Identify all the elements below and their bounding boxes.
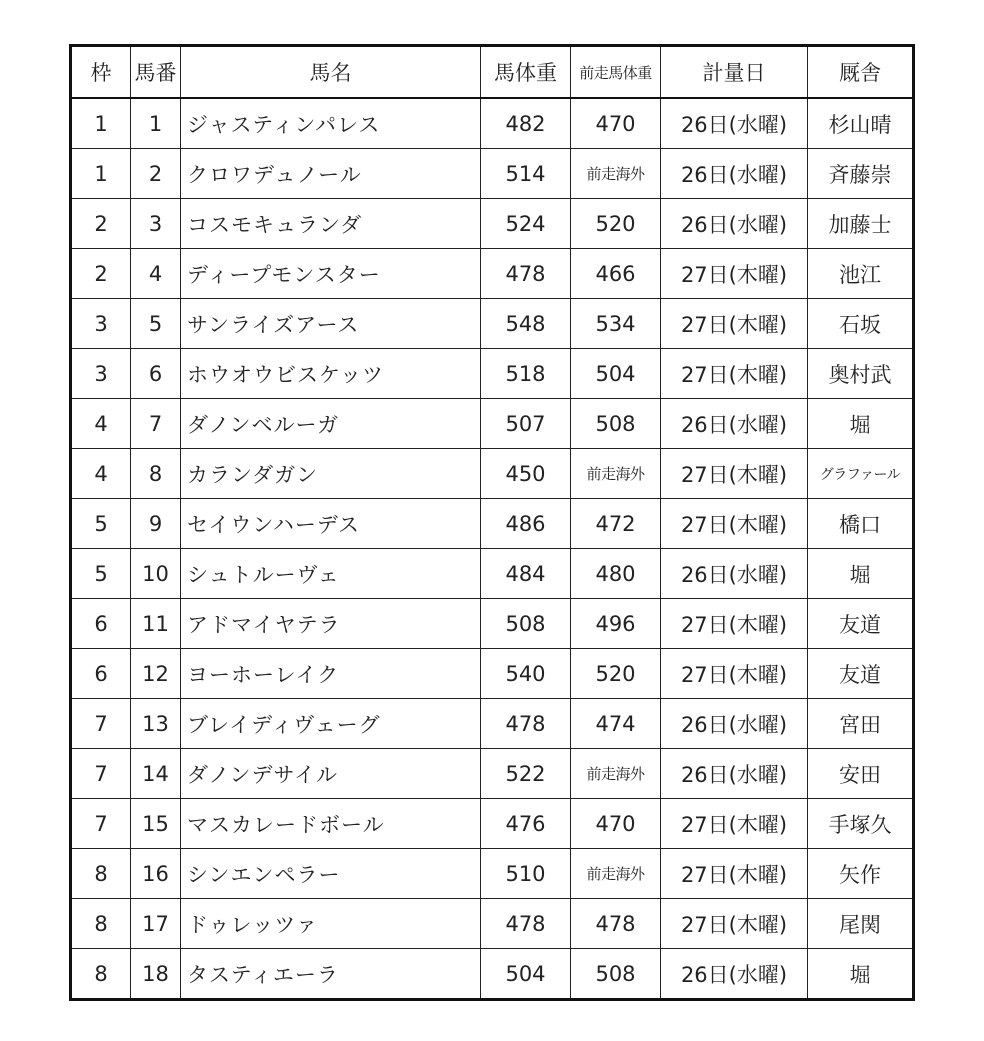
cell-umaban: 14	[131, 749, 181, 799]
cell-weigh-day: 27日(木曜)	[661, 299, 808, 349]
cell-weight: 478	[481, 249, 571, 299]
cell-weigh-day: 26日(水曜)	[661, 399, 808, 449]
table-row	[71, 849, 914, 899]
cell-prev-weight: 前走海外	[571, 849, 661, 899]
cell-horse-name: タスティエーラ	[181, 949, 481, 1000]
cell-horse-name: ドゥレッツァ	[181, 899, 481, 949]
cell-weigh-day: 26日(水曜)	[661, 699, 808, 749]
cell-waku: 7	[71, 699, 131, 749]
cell-stable: 橋口	[808, 499, 914, 549]
cell-weigh-day: 26日(水曜)	[661, 98, 808, 149]
cell-waku: 5	[71, 549, 131, 599]
cell-umaban: 1	[131, 98, 181, 149]
cell-horse-name: クロワデュノール	[181, 149, 481, 199]
cell-stable: 尾関	[808, 899, 914, 949]
cell-weight: 540	[481, 649, 571, 699]
cell-prev-weight: 508	[571, 399, 661, 449]
table-row	[71, 649, 914, 699]
cell-umaban: 8	[131, 449, 181, 499]
cell-waku: 2	[71, 199, 131, 249]
cell-waku: 7	[71, 799, 131, 849]
cell-weigh-day: 27日(木曜)	[661, 799, 808, 849]
cell-weight: 486	[481, 499, 571, 549]
table-row	[71, 349, 914, 399]
cell-prev-weight: 520	[571, 649, 661, 699]
cell-weight: 482	[481, 98, 571, 149]
cell-stable: 堀	[808, 949, 914, 1000]
cell-waku: 4	[71, 399, 131, 449]
horse-weight-table-container	[69, 44, 915, 1001]
cell-umaban: 7	[131, 399, 181, 449]
cell-waku: 8	[71, 949, 131, 1000]
cell-umaban: 2	[131, 149, 181, 199]
cell-horse-name: ダノンデサイル	[181, 749, 481, 799]
cell-weigh-day: 27日(木曜)	[661, 649, 808, 699]
cell-stable: 友道	[808, 599, 914, 649]
cell-umaban: 9	[131, 499, 181, 549]
cell-horse-name: セイウンハーデス	[181, 499, 481, 549]
cell-prev-weight: 前走海外	[571, 449, 661, 499]
cell-weigh-day: 26日(水曜)	[661, 149, 808, 199]
cell-stable: 石坂	[808, 299, 914, 349]
cell-umaban: 17	[131, 899, 181, 949]
cell-weigh-day: 27日(木曜)	[661, 499, 808, 549]
cell-weigh-day: 27日(木曜)	[661, 599, 808, 649]
cell-weight: 514	[481, 149, 571, 199]
cell-stable: 堀	[808, 549, 914, 599]
table-row	[71, 149, 914, 199]
cell-umaban: 10	[131, 549, 181, 599]
cell-prev-weight: 520	[571, 199, 661, 249]
cell-stable: 安田	[808, 749, 914, 799]
table-row	[71, 549, 914, 599]
cell-prev-weight: 470	[571, 98, 661, 149]
cell-prev-weight: 474	[571, 699, 661, 749]
cell-umaban: 18	[131, 949, 181, 1000]
cell-weight: 484	[481, 549, 571, 599]
cell-prev-weight: 前走海外	[571, 749, 661, 799]
cell-umaban: 16	[131, 849, 181, 899]
cell-stable: 友道	[808, 649, 914, 699]
cell-horse-name: カランダガン	[181, 449, 481, 499]
cell-waku: 6	[71, 649, 131, 699]
table-row	[71, 799, 914, 849]
cell-weigh-day: 27日(木曜)	[661, 349, 808, 399]
cell-umaban: 11	[131, 599, 181, 649]
cell-weight: 508	[481, 599, 571, 649]
cell-weight: 522	[481, 749, 571, 799]
cell-prev-weight: 534	[571, 299, 661, 349]
cell-horse-name: ディープモンスター	[181, 249, 481, 299]
cell-prev-weight: 470	[571, 799, 661, 849]
cell-weight: 478	[481, 699, 571, 749]
cell-horse-name: シンエンペラー	[181, 849, 481, 899]
cell-prev-weight: 508	[571, 949, 661, 1000]
cell-prev-weight: 472	[571, 499, 661, 549]
table-row	[71, 199, 914, 249]
cell-weight: 548	[481, 299, 571, 349]
cell-weight: 510	[481, 849, 571, 899]
cell-waku: 4	[71, 449, 131, 499]
cell-waku: 3	[71, 349, 131, 399]
cell-prev-weight: 480	[571, 549, 661, 599]
cell-umaban: 3	[131, 199, 181, 249]
header-weigh-day: 計量日	[661, 46, 808, 99]
table-row	[71, 749, 914, 799]
cell-horse-name: ブレイディヴェーグ	[181, 699, 481, 749]
cell-umaban: 15	[131, 799, 181, 849]
cell-stable: 杉山晴	[808, 98, 914, 149]
cell-prev-weight: 496	[571, 599, 661, 649]
cell-prev-weight: 478	[571, 899, 661, 949]
table-row	[71, 98, 914, 149]
cell-weight: 478	[481, 899, 571, 949]
table-row	[71, 899, 914, 949]
table-row	[71, 599, 914, 649]
header-row	[71, 46, 914, 99]
cell-waku: 8	[71, 849, 131, 899]
cell-stable: 矢作	[808, 849, 914, 899]
table-row	[71, 949, 914, 1000]
cell-weight: 518	[481, 349, 571, 399]
cell-stable: 池江	[808, 249, 914, 299]
header-prev-weight: 前走馬体重	[571, 46, 661, 99]
cell-weigh-day: 26日(水曜)	[661, 549, 808, 599]
cell-horse-name: コスモキュランダ	[181, 199, 481, 249]
cell-waku: 3	[71, 299, 131, 349]
cell-waku: 6	[71, 599, 131, 649]
cell-horse-name: シュトルーヴェ	[181, 549, 481, 599]
cell-weigh-day: 26日(水曜)	[661, 949, 808, 1000]
cell-waku: 7	[71, 749, 131, 799]
cell-horse-name: マスカレードボール	[181, 799, 481, 849]
cell-umaban: 4	[131, 249, 181, 299]
cell-umaban: 13	[131, 699, 181, 749]
cell-waku: 1	[71, 149, 131, 199]
cell-horse-name: ヨーホーレイク	[181, 649, 481, 699]
cell-prev-weight: 前走海外	[571, 149, 661, 199]
cell-horse-name: アドマイヤテラ	[181, 599, 481, 649]
table-row	[71, 699, 914, 749]
cell-weight: 504	[481, 949, 571, 1000]
cell-waku: 8	[71, 899, 131, 949]
horse-weight-table	[69, 44, 915, 1001]
cell-stable: 加藤士	[808, 199, 914, 249]
table-row	[71, 499, 914, 549]
cell-stable: 宮田	[808, 699, 914, 749]
table-body	[71, 98, 914, 1000]
cell-weight: 507	[481, 399, 571, 449]
header-umaban: 馬番	[131, 46, 181, 99]
cell-umaban: 12	[131, 649, 181, 699]
cell-stable: グラファール	[808, 449, 914, 499]
table-row	[71, 399, 914, 449]
header-waku: 枠	[71, 46, 131, 99]
header-weight: 馬体重	[481, 46, 571, 99]
cell-stable: 手塚久	[808, 799, 914, 849]
cell-horse-name: サンライズアース	[181, 299, 481, 349]
cell-weigh-day: 27日(木曜)	[661, 249, 808, 299]
cell-stable: 堀	[808, 399, 914, 449]
cell-prev-weight: 504	[571, 349, 661, 399]
cell-umaban: 6	[131, 349, 181, 399]
cell-prev-weight: 466	[571, 249, 661, 299]
cell-weigh-day: 26日(水曜)	[661, 749, 808, 799]
cell-stable: 奥村武	[808, 349, 914, 399]
cell-horse-name: ダノンベルーガ	[181, 399, 481, 449]
table-row	[71, 249, 914, 299]
cell-umaban: 5	[131, 299, 181, 349]
header-stable: 厩舎	[808, 46, 914, 99]
cell-horse-name: ホウオウビスケッツ	[181, 349, 481, 399]
cell-weigh-day: 27日(木曜)	[661, 449, 808, 499]
cell-waku: 2	[71, 249, 131, 299]
cell-weigh-day: 26日(水曜)	[661, 199, 808, 249]
table-row	[71, 299, 914, 349]
cell-horse-name: ジャスティンパレス	[181, 98, 481, 149]
cell-weigh-day: 27日(木曜)	[661, 899, 808, 949]
cell-stable: 斉藤崇	[808, 149, 914, 199]
cell-weigh-day: 27日(木曜)	[661, 849, 808, 899]
cell-waku: 1	[71, 98, 131, 149]
cell-weight: 524	[481, 199, 571, 249]
cell-waku: 5	[71, 499, 131, 549]
cell-weight: 476	[481, 799, 571, 849]
header-name: 馬名	[181, 46, 481, 99]
table-row	[71, 449, 914, 499]
cell-weight: 450	[481, 449, 571, 499]
